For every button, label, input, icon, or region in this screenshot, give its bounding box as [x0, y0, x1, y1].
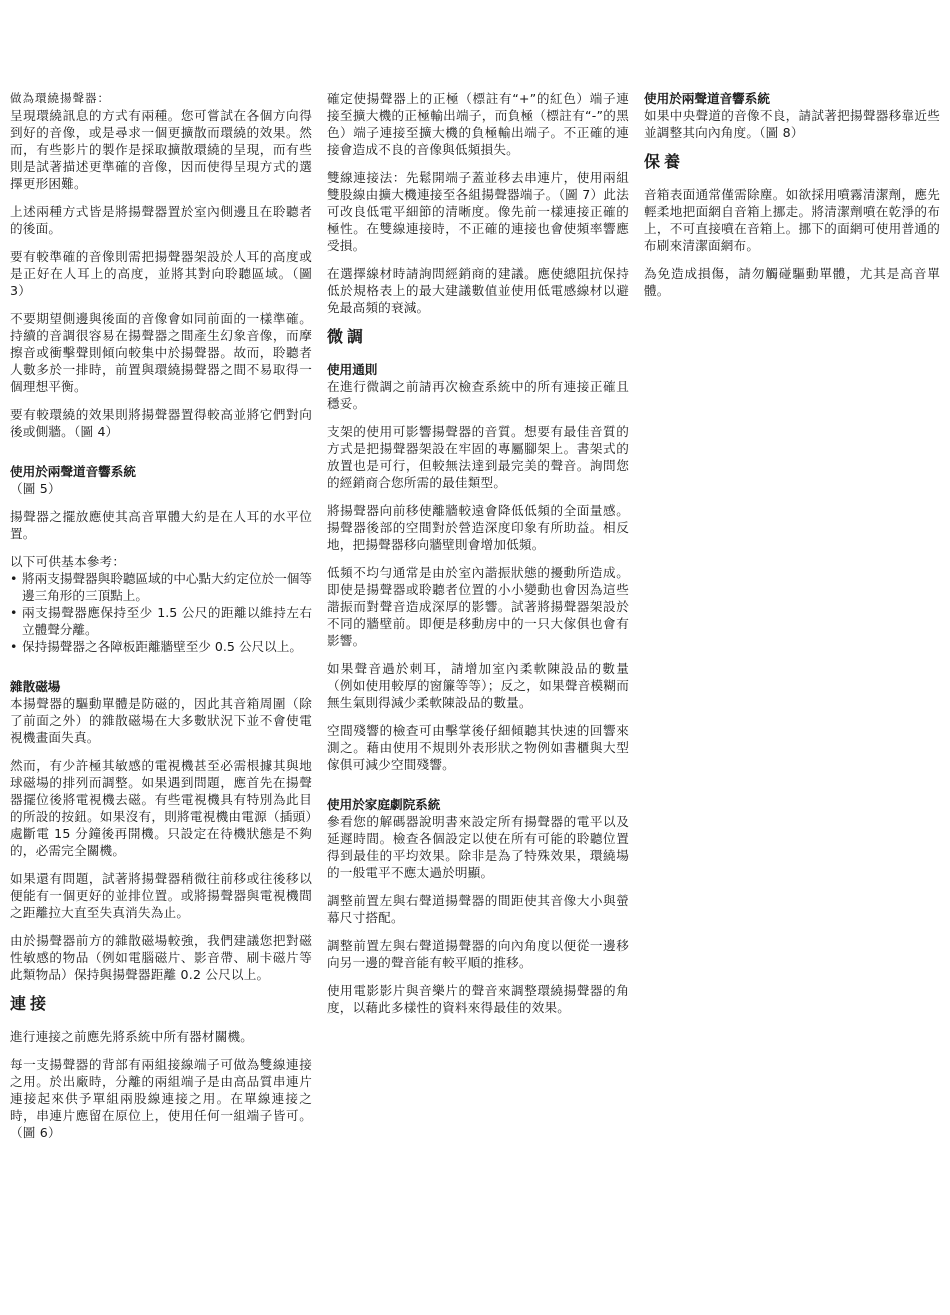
column-left	[10, 90, 312, 1152]
paragraph: 在進行微調之前請再次檢查系統中的所有連接正確且穩妥。	[327, 379, 629, 411]
paragraph: 調整前置左與右聲道揚聲器的間距使其音像大小與螢幕尺寸搭配。	[327, 893, 629, 925]
paragraph: 音箱表面通常僅需除塵。如欲採用噴霧清潔劑，應先輕柔地把面網自音箱上挪走。將清潔劑噴在乾淨的布上，不可直接噴在音箱上。挪下的面網可使用普通的布刷來清潔面網布。	[644, 187, 940, 253]
section-title-tuning: 微調	[327, 327, 368, 346]
section-heading-two-channel-center: 使用於兩聲道音響系統	[644, 91, 770, 106]
section-heading-home-theater: 使用於家庭劇院系統	[327, 797, 441, 812]
paragraph: 如果中央聲道的音像不良，請試著把揚聲器移靠近些並調整其向內角度。（圖 8）	[644, 108, 940, 140]
paragraph: 揚聲器之擺放應使其高音單體大約是在人耳的水平位置。	[10, 509, 312, 541]
paragraph: 上述兩種方式皆是將揚聲器置於室內側邊且在聆聽者的後面。	[10, 204, 312, 236]
paragraph: 將揚聲器向前移使離牆較遠會降低低頻的全面量感。揚聲器後部的空間對於營造深度印象有所助益。相反地，把揚聲器移向牆壁則會增加低頻。	[327, 503, 629, 552]
list-intro: 以下可供基本參考：	[10, 554, 126, 569]
paragraph: 使用電影影片與音樂片的聲音來調整環繞揚聲器的角度，以藉此多樣性的資料來得最佳的效果。	[327, 983, 629, 1015]
paragraph: 要有較環繞的效果則將揚聲器置得較高並將它們對向後或側牆。（圖 4）	[10, 407, 312, 439]
list-item: • 保持揚聲器之各障板距離牆壁至少 0.5 公尺以上。	[10, 638, 312, 655]
surround-intro-title: 做為環繞揚聲器：	[10, 91, 110, 105]
paragraph: 每一支揚聲器的背部有兩組接線端子可做為雙線連接之用。於出廠時，分離的兩組端子是由高品質串連片連接起來供予單組兩股線連接之用。在單線連接之時，串連片應留在原位上，使用任何一組端子皆可。（圖 6）	[10, 1057, 312, 1140]
column-right	[644, 90, 940, 310]
paragraph: 呈現環繞訊息的方式有兩種。您可嘗試在各個方向得到好的音像，或是尋求一個更擴散而環繞的效果。然而，有些影片的製作是採取擴散環繞的呈現，而有些則是試著描述更準確的音像，因而使得呈現方式的選擇更形困難。	[10, 108, 312, 191]
section-title-care: 保養	[644, 152, 685, 171]
list-item: • 兩支揚聲器應保持至少 1.5 公尺的距離以維持左右立體聲分離。	[10, 604, 312, 638]
list-item: • 將兩支揚聲器與聆聽區域的中心點大約定位於一個等邊三角形的三頂點上。	[10, 570, 312, 604]
paragraph: 空間殘響的檢查可由擊掌後仔細傾聽其快速的回響來測之。藉由使用不規則外表形狀之物例如書櫃與大型傢俱可減少空間殘響。	[327, 723, 629, 772]
figure-reference: （圖 5）	[10, 481, 61, 496]
section-heading-two-channel: 使用於兩聲道音響系統	[10, 464, 136, 479]
paragraph: 在選擇線材時請詢問經銷商的建議。應使總阻抗保持低於規格表上的最大建議數值並使用低電感線材以避免最高頻的衰減。	[327, 266, 629, 315]
paragraph: 如果還有問題，試著將揚聲器稍微往前移或往後移以便能有一個更好的並排位置。或將揚聲器與電視機間之距離拉大直至失真消失為止。	[10, 871, 312, 920]
paragraph: 雙線連接法：先鬆開端子蓋並移去串連片，使用兩組雙股線由擴大機連接至各組揚聲器端子。（圖 7）此法可改良低電平細節的清晰度。像先前一樣連接正確的極性。在雙線連接時，不正確的連接也會使頻率響應受損。	[327, 170, 629, 253]
paragraph: 確定使揚聲器上的正極（標註有“+”的紅色）端子連接至擴大機的正極輸出端子，而負極（標註有“-”的黑色）端子連接至擴大機的負極輸出端子。不正確的連接會造成不良的音像與低頻損失。	[327, 91, 629, 157]
paragraph: 進行連接之前應先將系統中所有器材關機。	[10, 1029, 254, 1044]
section-heading-general: 使用通則	[327, 362, 378, 377]
paragraph: 由於揚聲器前方的雜散磁場較強，我們建議您把對磁性敏感的物品（例如電腦磁片、影音帶、刷卡磁片等此類物品）保持與揚聲器距離 0.2 公尺以上。	[10, 933, 312, 982]
bullet-list	[10, 570, 312, 655]
paragraph: 參看您的解碼器說明書來設定所有揚聲器的電平以及延遲時間。檢查各個設定以使在所有可能的聆聽位置得到最佳的平均效果。除非是為了特殊效果，環繞場的一般電平不應太過於明顯。	[327, 814, 629, 880]
column-middle	[327, 90, 629, 1027]
paragraph: 支架的使用可影響揚聲器的音質。想要有最佳音質的方式是把揚聲器架設在牢固的專屬腳架上。書架式的放置也是可行，但較無法達到最完美的聲音。詢問您的經銷商合您所需的最佳類型。	[327, 424, 629, 490]
paragraph: 為免造成損傷，請勿觸碰驅動單體，尤其是高音單體。	[644, 266, 940, 298]
section-heading-stray-field: 雜散磁場	[10, 679, 61, 694]
paragraph: 不要期望側邊與後面的音像會如同前面的一樣準確。持續的音調很容易在揚聲器之間產生幻象音像，而摩擦音或衝擊聲則傾向較集中於揚聲器。故而，聆聽者人數多於一排時，前置與環繞揚聲器之間不易取得一個理想平衡。	[10, 311, 312, 394]
paragraph: 調整前置左與右聲道揚聲器的向內角度以便從一邊移向另一邊的聲音能有較平順的推移。	[327, 938, 629, 970]
section-title-connection: 連接	[10, 994, 51, 1013]
paragraph: 要有較準確的音像則需把揚聲器架設於人耳的高度或是正好在人耳上的高度，並將其對向聆聽區域。（圖 3）	[10, 249, 312, 298]
paragraph: 本揚聲器的驅動單體是防磁的，因此其音箱周圍（除了前面之外）的雜散磁場在大多數狀況下並不會使電視機畫面失真。	[10, 696, 312, 745]
paragraph: 然而，有少許極其敏感的電視機甚至必需根據其與地球磁場的排列而調整。如果遇到問題，應首先在揚聲器擺位後將電視機去磁。有些電視機具有特別為此目的所設的按鈕。如果沒有，則將電視機由電源（插頭）處斷電 15 分鐘後再開機。只設定在待機狀態是不夠的，必需完全關機。	[10, 758, 312, 858]
paragraph: 低頻不均勻通常是由於室內諧振狀態的擾動所造成。即使是揚聲器或聆聽者位置的小小變動也會因為這些諧振而對聲音造成深厚的影響。試著將揚聲器架設於不同的牆壁前。即便是移動房中的一只大傢俱也會有影響。	[327, 565, 629, 648]
paragraph: 如果聲音過於刺耳，請增加室內柔軟陳設品的數量（例如使用較厚的窗簾等等）；反之，如果聲音模糊而無生氣則得減少柔軟陳設品的數量。	[327, 661, 629, 710]
